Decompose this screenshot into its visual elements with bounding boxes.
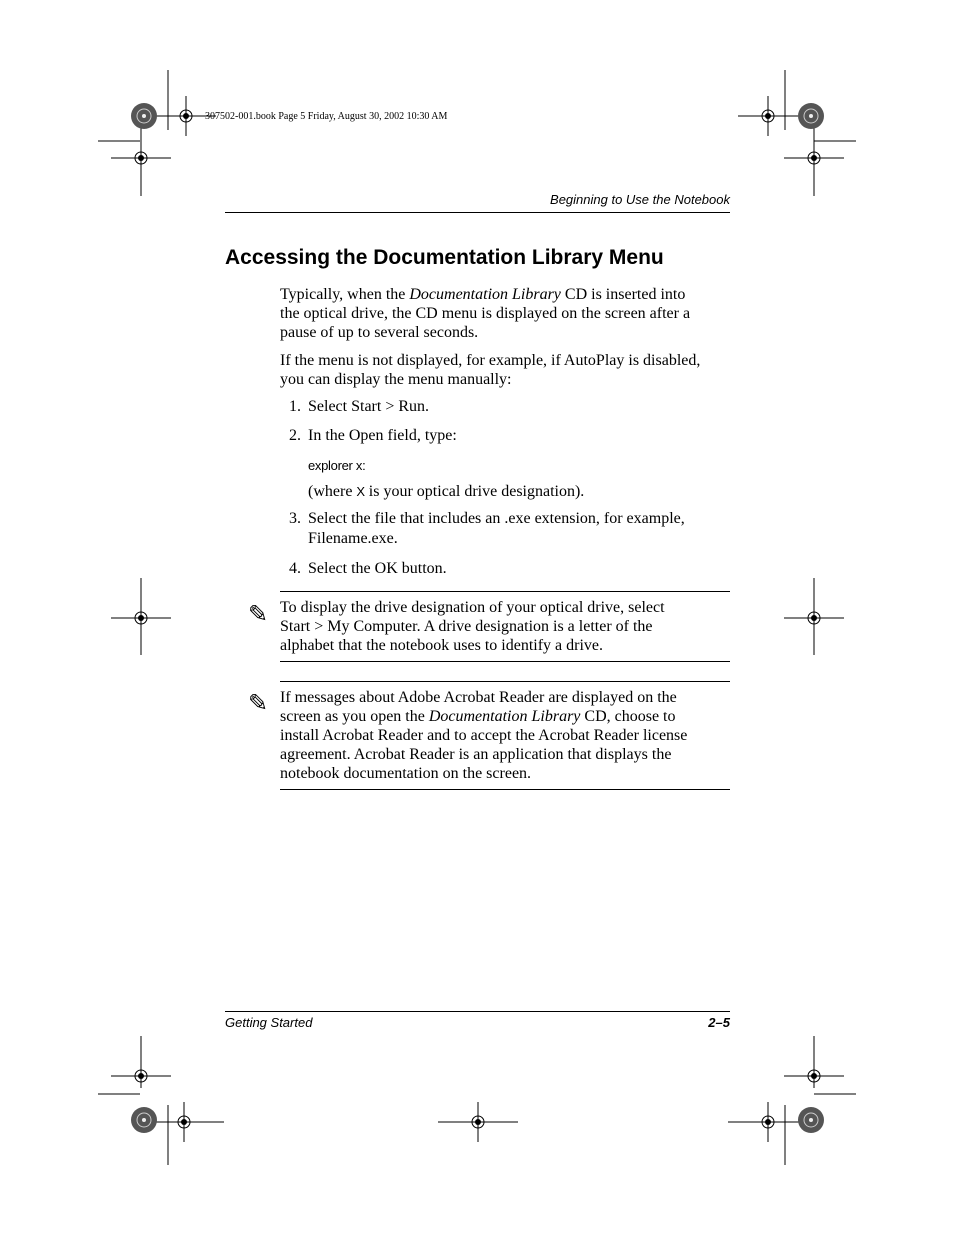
registration-mark-icon bbox=[438, 1092, 518, 1152]
footer-rule bbox=[225, 1011, 730, 1012]
registration-mark-icon bbox=[111, 578, 171, 658]
note-text: To display the drive designation of your optical drive, select Start > My Computer. A drive designation is a letter of the alphabet that the notebook uses to identify a drive. bbox=[280, 599, 665, 654]
note-rule-bottom bbox=[280, 789, 730, 790]
registration-mark-icon bbox=[111, 128, 171, 188]
where-text: (where X is your optical drive designation). bbox=[308, 483, 585, 500]
manual-paragraph: If the menu is not displayed, for example, if AutoPlay is disabled, you can display the menu manually: bbox=[280, 352, 701, 388]
intro-paragraph: Typically, when the Documentation Library CD is inserted into the optical drive, the CD menu is displayed on the screen after a pause of up to several seconds. bbox=[280, 286, 691, 341]
step-text: Select Start > Run. bbox=[308, 398, 430, 415]
note-rule-top bbox=[280, 591, 730, 592]
step-number: 4. bbox=[289, 560, 301, 577]
page-number: 2–5 bbox=[708, 1015, 730, 1030]
section-title: Accessing the Documentation Library Menu bbox=[225, 246, 664, 269]
command-text: explorer x: bbox=[308, 458, 366, 473]
note-text: If messages about Adobe Acrobat Reader are displayed on the screen as you open the Documentation Library CD, choose to install Acrobat Reader and to accept the Acrobat Reader license agreement. Acrobat Reader is an application that displays the notebook documentation on the screen. bbox=[280, 689, 688, 782]
star-target-icon bbox=[130, 1106, 158, 1134]
registration-mark-icon bbox=[784, 128, 844, 188]
star-target-icon bbox=[130, 102, 158, 130]
step-text: Select the file that includes an .exe extension, for example, Filename.exe. bbox=[308, 510, 685, 547]
star-target-icon bbox=[797, 1106, 825, 1134]
registration-mark-icon bbox=[728, 1092, 808, 1152]
step-number: 1. bbox=[289, 398, 301, 415]
step-number: 3. bbox=[289, 510, 301, 527]
pencil-note-icon: ✎ bbox=[248, 602, 269, 628]
footer-title: Getting Started bbox=[225, 1015, 313, 1030]
star-target-icon bbox=[797, 102, 825, 130]
registration-mark-icon bbox=[784, 578, 844, 658]
step-text: In the Open field, type: bbox=[308, 427, 457, 444]
step-number: 2. bbox=[289, 427, 301, 444]
slug-line: 307502-001.book Page 5 Friday, August 30, 2002 10:30 AM bbox=[205, 111, 448, 122]
note-rule-top bbox=[280, 681, 730, 682]
note-rule-bottom bbox=[280, 661, 730, 662]
running-head: Beginning to Use the Notebook bbox=[550, 192, 730, 207]
header-rule bbox=[225, 212, 730, 213]
pencil-note-icon: ✎ bbox=[248, 691, 269, 717]
step-text: Select the OK button. bbox=[308, 560, 447, 577]
